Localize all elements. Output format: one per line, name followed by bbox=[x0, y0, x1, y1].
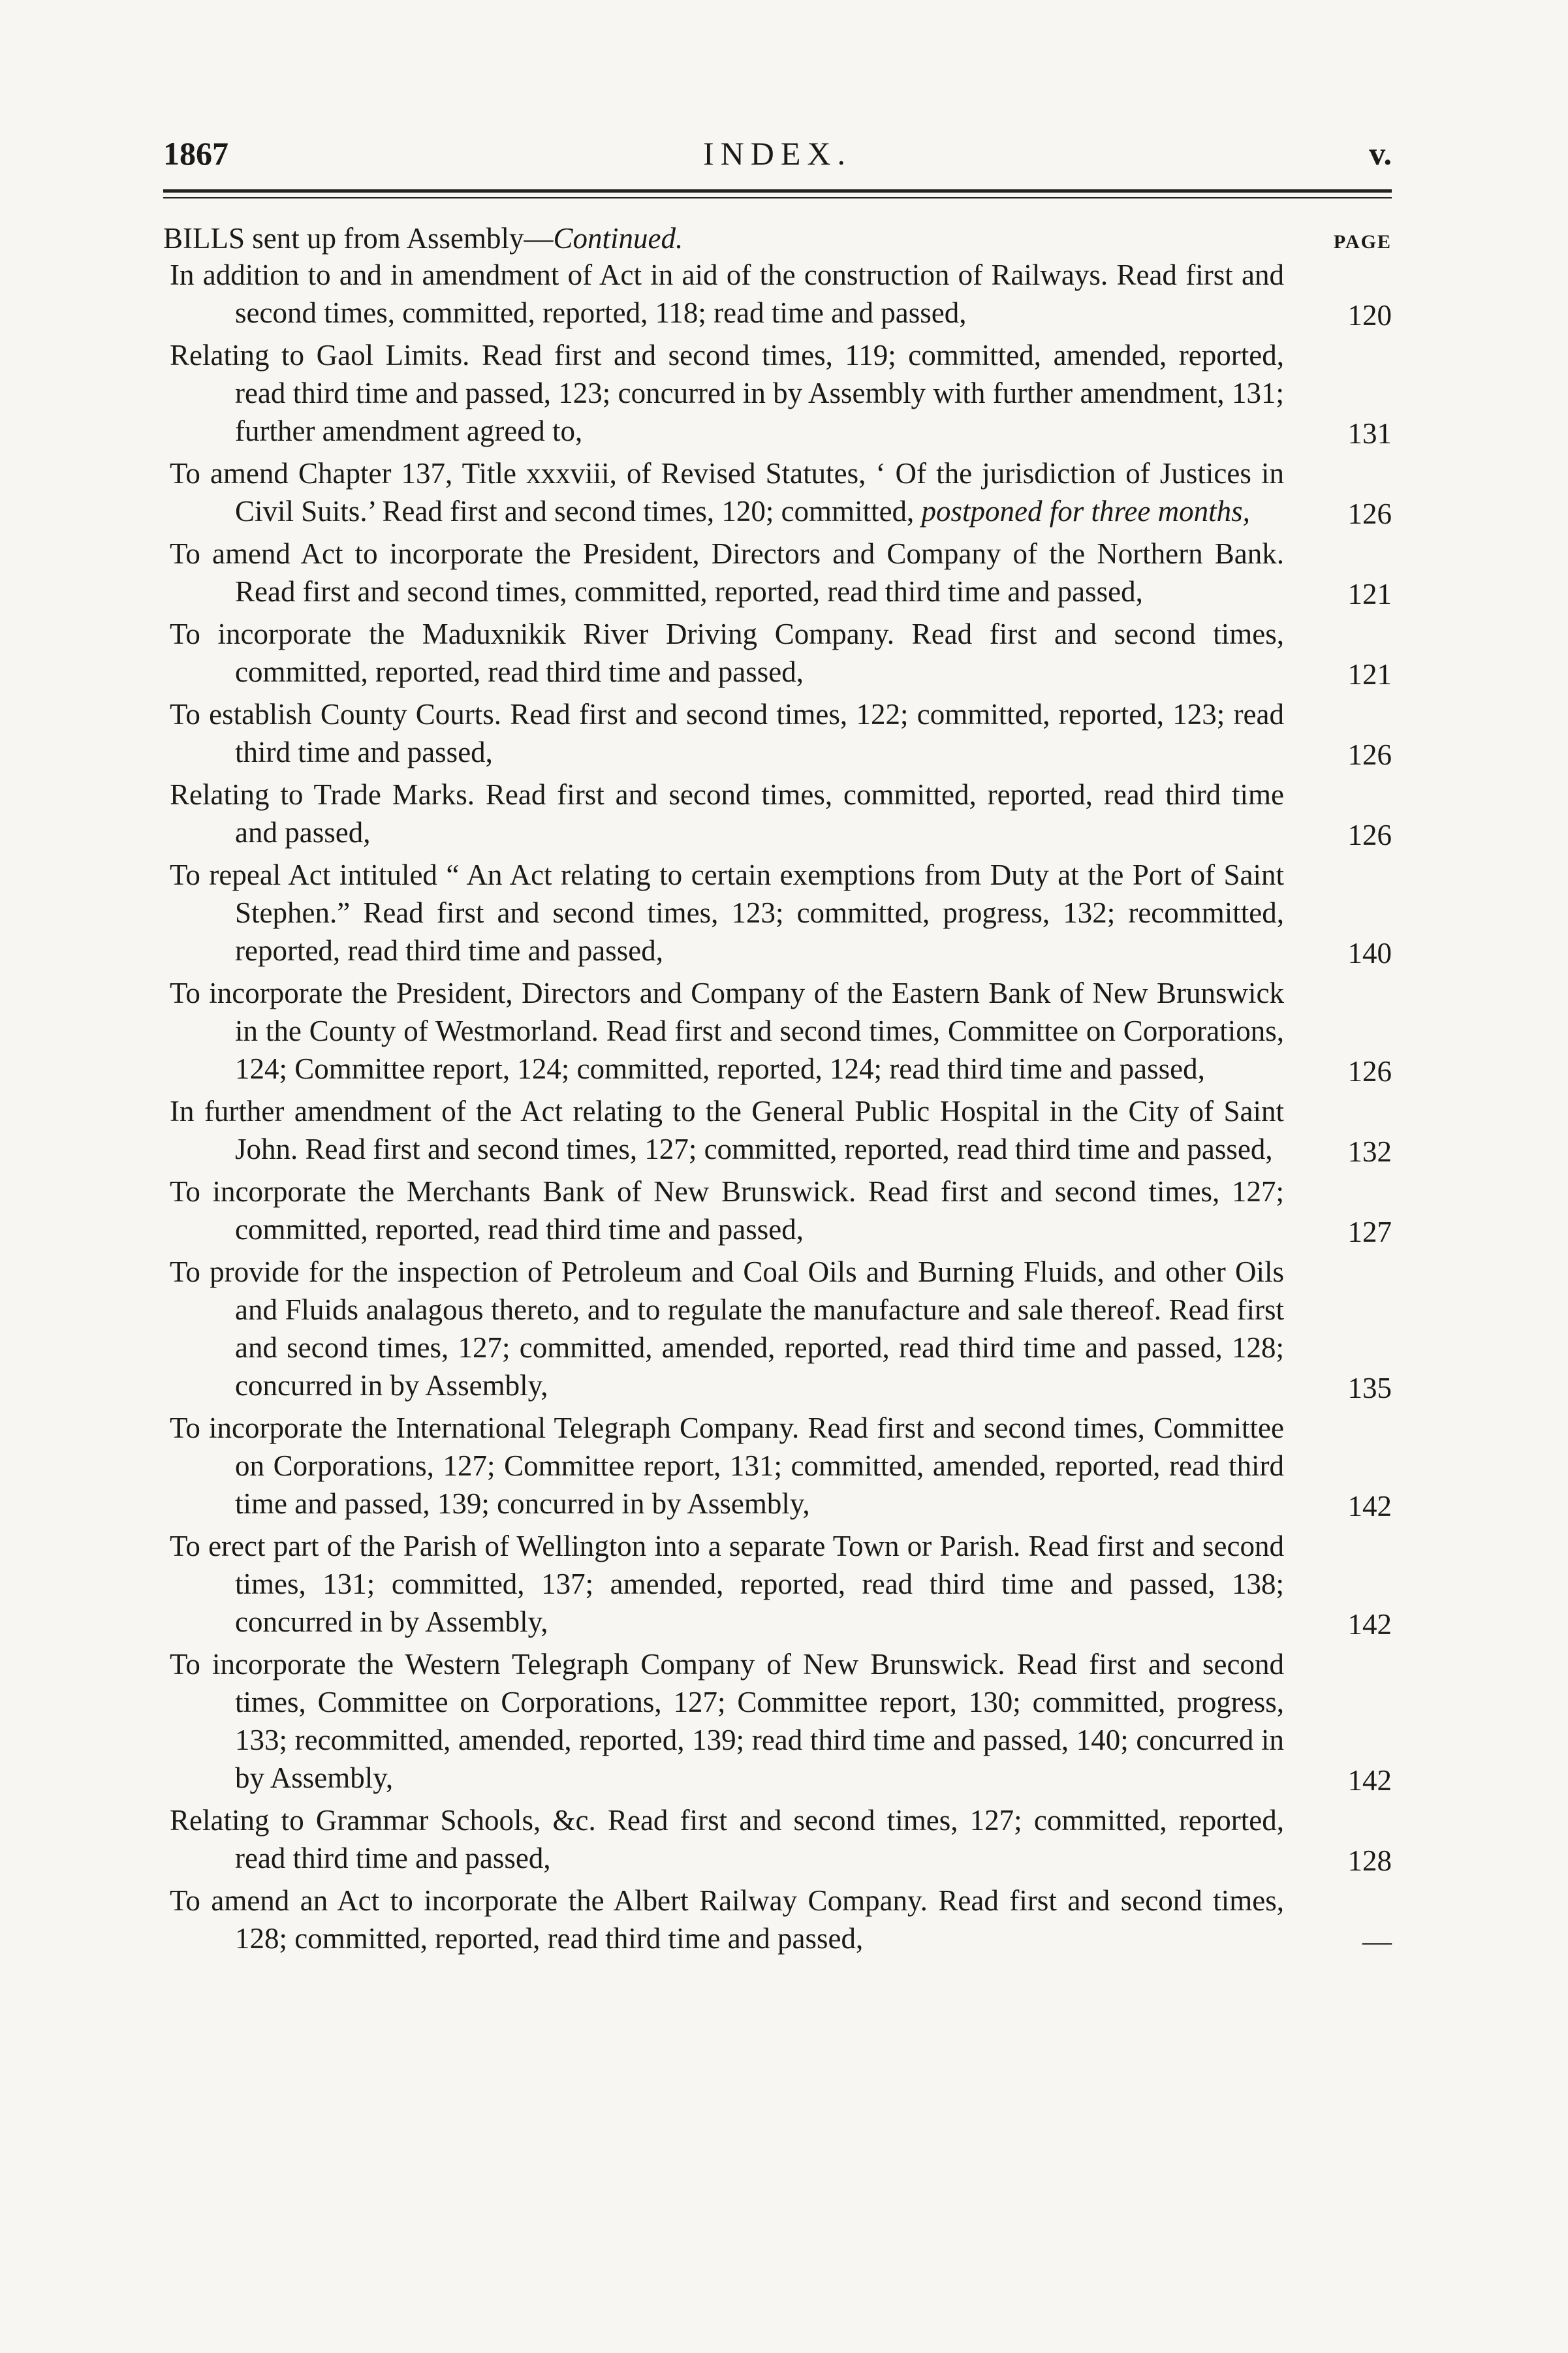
entry-description: To amend Chapter 137, Title xxxviii, of Revised Statutes, ‘ Of the jurisdiction of Justices in Civil Suits.’ Read first and second times, 120; committed, bbox=[170, 457, 1284, 528]
entry-text bbox=[170, 535, 1284, 610]
entry-text bbox=[170, 1527, 1284, 1641]
header-page-number: v. bbox=[1369, 135, 1392, 172]
header-title: INDEX. bbox=[702, 135, 853, 172]
entry-page-number: — bbox=[1362, 1925, 1392, 1957]
entry-page-number: 131 bbox=[1347, 417, 1392, 450]
entry-text bbox=[170, 1409, 1284, 1523]
entry-text bbox=[170, 776, 1284, 851]
section-continued: Continued. bbox=[553, 222, 683, 255]
header-year: 1867 bbox=[163, 135, 228, 172]
entry-text bbox=[170, 615, 1284, 691]
entry-italic-note: postponed for three months, bbox=[921, 495, 1250, 528]
entry-page-number: 126 bbox=[1347, 497, 1392, 530]
index-entry bbox=[163, 695, 1392, 771]
index-entry bbox=[163, 1882, 1392, 1957]
entry-page-number: 142 bbox=[1347, 1608, 1392, 1641]
entry-page-number: 126 bbox=[1347, 819, 1392, 851]
entry-text bbox=[170, 856, 1284, 970]
index-entry bbox=[163, 1409, 1392, 1523]
section-heading-text: BILLS sent up from Assembly— bbox=[163, 222, 554, 255]
index-entry bbox=[163, 776, 1392, 851]
entry-page-number: 121 bbox=[1347, 658, 1392, 691]
index-entry bbox=[163, 535, 1392, 610]
entry-page-number: 126 bbox=[1347, 1055, 1392, 1088]
entry-description: To amend Act to incorporate the President, Directors and Company of the Northern Bank. Read first and second times, committed, reported, read third time and passed, bbox=[170, 537, 1284, 608]
page-column-label: PAGE bbox=[1333, 231, 1392, 253]
section-heading bbox=[163, 219, 1392, 258]
index-entry bbox=[163, 1801, 1392, 1877]
header-rule-thin bbox=[163, 197, 1392, 198]
index-entry bbox=[163, 1173, 1392, 1248]
entry-text bbox=[170, 1801, 1284, 1877]
entry-description: Relating to Trade Marks. Read first and second times, committed, reported, read third time and passed, bbox=[170, 778, 1284, 849]
entry-page-number: 121 bbox=[1347, 578, 1392, 610]
entry-text bbox=[170, 1882, 1284, 1957]
entry-text bbox=[170, 336, 1284, 450]
entry-description: Relating to Grammar Schools, &c. Read first and second times, 127; committed, reported, read third time and passed, bbox=[170, 1804, 1284, 1874]
entry-page-number: 142 bbox=[1347, 1764, 1392, 1797]
entry-page-number: 120 bbox=[1347, 299, 1392, 332]
header-rule-thick bbox=[163, 189, 1392, 193]
index-entry bbox=[163, 1527, 1392, 1641]
entry-description: To establish County Courts. Read first and second times, 122; committed, reported, 123; read third time and passed, bbox=[170, 698, 1284, 768]
entry-page-number: 140 bbox=[1347, 937, 1392, 970]
entry-text bbox=[170, 256, 1284, 332]
entry-text bbox=[170, 1645, 1284, 1797]
entry-page-number: 128 bbox=[1347, 1844, 1392, 1877]
entry-description: To repeal Act intituled “ An Act relating to certain exemptions from Duty at the Port of Saint Stephen.” Read first and second times, 123; committed, progress, 132; recommitted, reported, read third time and passed, bbox=[170, 859, 1284, 967]
entry-description: In further amendment of the Act relating to the General Public Hospital in the City of Saint John. Read first and second times, 127; committed, reported, read third time and passed, bbox=[170, 1095, 1284, 1165]
index-entry bbox=[163, 256, 1392, 332]
index-entry bbox=[163, 615, 1392, 691]
entry-text bbox=[170, 974, 1284, 1088]
entry-page-number: 126 bbox=[1347, 738, 1392, 771]
index-entry bbox=[163, 1253, 1392, 1404]
entry-description: In addition to and in amendment of Act in aid of the construction of Railways. Read first and second times, committed, reported, 118; read time and passed, bbox=[170, 259, 1284, 329]
entry-description: To incorporate the Maduxnikik River Driving Company. Read first and second times, committed, reported, read third time and passed, bbox=[170, 618, 1284, 688]
index-entry bbox=[163, 856, 1392, 970]
index-entry bbox=[163, 454, 1392, 530]
entry-description: To provide for the inspection of Petroleum and Coal Oils and Burning Fluids, and other Oils and Fluids analagous thereto, and to regulate the manufacture and sale thereof. Read first and second times, 127; committed, amended, reported, read third time and passed, 128; concurred in by Assembly, bbox=[170, 1255, 1284, 1402]
entry-description: To incorporate the International Telegraph Company. Read first and second times, Committee on Corporations, 127; Committee report, 131; committed, amended, reported, read third time and passed, 139; concurred in by Assembly, bbox=[170, 1412, 1284, 1520]
entry-description: To erect part of the Parish of Wellington into a separate Town or Parish. Read first and second times, 131; committed, 137; amended, reported, read third time and passed, 138; concurred in by Assembly, bbox=[170, 1530, 1284, 1638]
entry-description: To amend an Act to incorporate the Albert Railway Company. Read first and second times, 128; committed, reported, read third time and passed, bbox=[170, 1884, 1284, 1955]
entry-page-number: 127 bbox=[1347, 1216, 1392, 1248]
entry-page-number: 142 bbox=[1347, 1490, 1392, 1523]
index-entry bbox=[163, 1645, 1392, 1797]
entry-text bbox=[170, 1173, 1284, 1248]
entry-description: Relating to Gaol Limits. Read first and second times, 119; committed, amended, reported, read third time and passed, 123; concurred in by Assembly with further amendment, 131; further amendment agreed to, bbox=[170, 339, 1284, 447]
entry-description: To incorporate the Western Telegraph Company of New Brunswick. Read first and second times, Committee on Corporations, 127; Committee report, 130; committed, progress, 133; recommitted, amended, reported, 139; read third time and passed, 140; concurred in by Assembly, bbox=[170, 1648, 1284, 1794]
entry-page-number: 132 bbox=[1347, 1135, 1392, 1168]
entry-text bbox=[170, 1253, 1284, 1404]
index-entry bbox=[163, 1092, 1392, 1168]
entry-text bbox=[170, 695, 1284, 771]
entry-text bbox=[170, 1092, 1284, 1168]
entry-text bbox=[170, 454, 1284, 530]
index-entry bbox=[163, 336, 1392, 450]
entry-description: To incorporate the President, Directors and Company of the Eastern Bank of New Brunswick in the County of Westmorland. Read first and second times, Committee on Corporations, 124; Committee report, 124; committed, reported, 124; read third time and passed, bbox=[170, 977, 1284, 1085]
entry-page-number: 135 bbox=[1347, 1372, 1392, 1404]
index-entries bbox=[163, 256, 1392, 1962]
index-entry bbox=[163, 974, 1392, 1088]
entry-description: To incorporate the Merchants Bank of New Brunswick. Read first and second times, 127; committed, reported, read third time and passed, bbox=[170, 1175, 1284, 1246]
running-head bbox=[163, 127, 1392, 180]
